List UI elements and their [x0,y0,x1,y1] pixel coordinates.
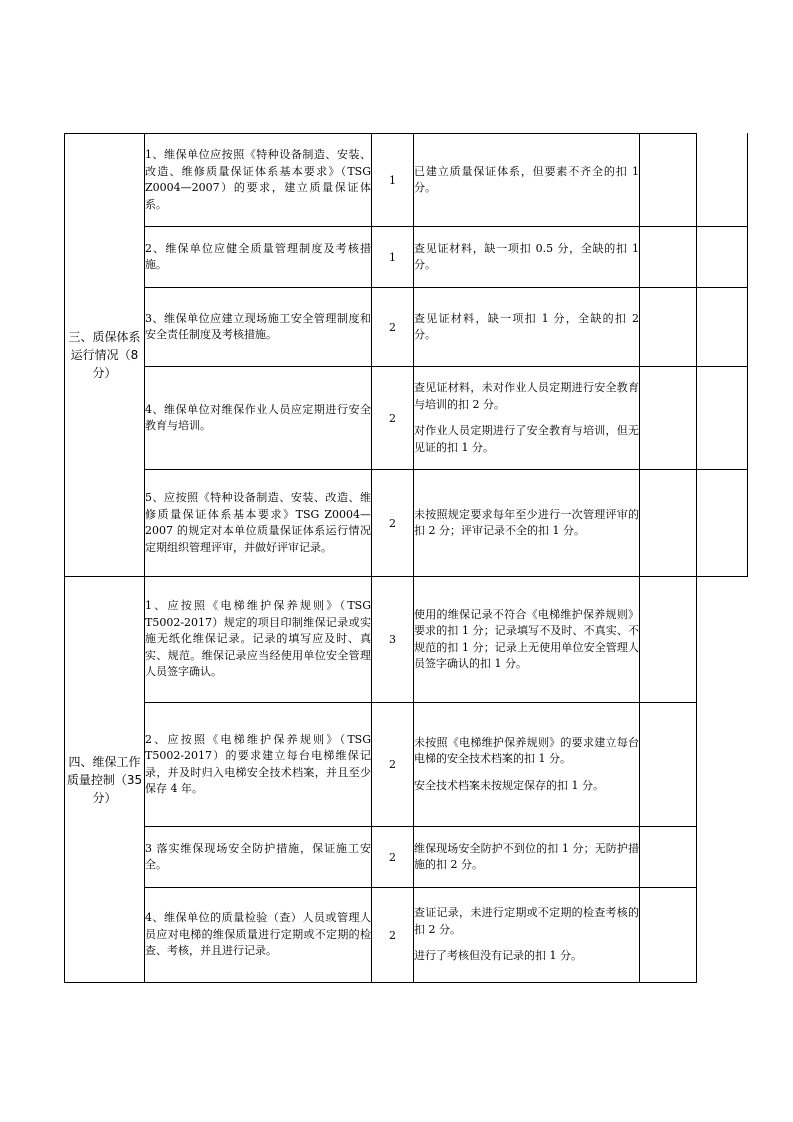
requirement-cell: 2、维保单位应健全质量管理制度及考核措施。 [145,227,372,288]
table-row [65,577,697,703]
criteria-cell [414,888,640,983]
row-divider [696,576,748,577]
criteria-cell [414,288,640,367]
score-cell [640,577,697,703]
criteria-cell [414,227,640,288]
score-cell [640,703,697,827]
table-row [65,288,697,367]
inspection-score-table [64,133,697,983]
row-divider [696,287,748,288]
table-row [65,470,697,577]
table-row [65,134,697,227]
score-cell [640,470,697,577]
score-cell [640,367,697,470]
requirement-cell: 3 落实维保现场安全防护措施，保证施工安全。 [145,827,372,888]
criteria-text: 安全技术档案未按规定保存的扣 1 分。 [414,778,604,792]
criteria-cell [414,577,640,703]
section-title: 四、维保工作质量控制（35 分） [65,577,145,983]
row-divider [696,469,748,470]
row-divider [696,226,748,227]
criteria-cell [414,134,640,227]
points-cell: 3 [372,577,414,703]
requirement-cell: 1、应按照《电梯维护保养规则》（TSG T5002-2017）规定的项目印制维保记录或实施无纸化维保记录。记录的填写应及时、真实、规范。维保记录应当经使用单位安全管理人员签字确认。 [145,577,372,703]
points-cell: 2 [372,470,414,577]
requirement-cell: 2、应按照《电梯维护保养规则》（TSG T5002-2017）的要求建立每台电梯维保记录，并及时归入电梯安全技术档案，并且至少保存 4 年。 [145,703,372,827]
requirement-cell: 4、维保单位的质量检验（查）人员或管理人员应对电梯的维保质量进行定期或不定期的检查、考核，并且进行记录。 [145,888,372,983]
points-cell: 2 [372,288,414,367]
requirement-cell: 1、维保单位应按照《特种设备制造、安装、改造、维修质量保证体系基本要求》（TSG Z0004—2007）的要求，建立质量保证体系。 [145,134,372,227]
table-row [65,888,697,983]
score-cell [640,888,697,983]
table-row [65,827,697,888]
criteria-text: 使用的维保记录不符合《电梯维护保养规则》要求的扣 1 分；记录填写不及时、不真实、不规范的扣 1 分；记录上无使用单位安全管理人员签字确认的扣 1 分。 [414,607,639,670]
score-cell [640,134,697,227]
points-cell: 2 [372,888,414,983]
criteria-text: 未按照《电梯维护保养规则》的要求建立每台电梯的安全技术档案的扣 1 分。 [414,735,639,766]
criteria-text: 未按照规定要求每年至少进行一次管理评审的扣 2 分；评审记录不全的扣 1 分。 [414,507,639,537]
criteria-text: 查见证材料，未对作业人员定期进行安全教育与培训的扣 2 分。 [414,381,639,411]
column-divider [747,366,748,469]
criteria-cell [414,470,640,577]
row-divider [696,366,748,367]
column-divider [747,133,748,226]
requirement-cell: 3、维保单位应建立现场施工安全管理制度和安全责任制度及考核措施。 [145,288,372,367]
score-cell [640,827,697,888]
score-cell [640,227,697,288]
criteria-text: 查见证材料，缺一项扣 1 分，全缺的扣 2 分。 [414,311,639,341]
points-cell: 2 [372,827,414,888]
section-title: 三、质保体系运行情况（8分） [65,134,145,577]
criteria-text: 已建立质量保证体系，但要素不齐全的扣 1 分。 [414,164,639,194]
points-cell: 1 [372,134,414,227]
column-divider [747,287,748,366]
criteria-text: 对作业人员定期进行了安全教育与培训，但无见证的扣 1 分。 [414,424,639,454]
requirement-cell: 4、维保单位对维保作业人员应定期进行安全教育与培训。 [145,367,372,470]
table-row [65,227,697,288]
criteria-text: 进行了考核但没有记录的扣 1 分。 [414,949,582,963]
column-divider [747,469,748,576]
table-row [65,703,697,827]
criteria-cell [414,367,640,470]
points-cell: 1 [372,227,414,288]
criteria-text: 维保现场安全防护不到位的扣 1 分；无防护措施的扣 2 分。 [414,841,639,871]
column-divider [747,226,748,287]
points-cell: 2 [372,367,414,470]
points-cell: 2 [372,703,414,827]
criteria-text: 查见证材料，缺一项扣 0.5 分，全缺的扣 1 分。 [414,241,639,271]
table-row [65,367,697,470]
requirement-cell: 5、应按照《特种设备制造、安装、改造、维修质量保证体系基本要求》TSG Z0004—2007 的规定对本单位质量保证体系运行情况定期组织管理评审，并做好评审记录。 [145,470,372,577]
criteria-cell [414,827,640,888]
score-cell [640,288,697,367]
criteria-cell [414,703,640,827]
criteria-text: 查证记录，未进行定期或不定期的检查考核的扣 2 分。 [414,906,639,936]
